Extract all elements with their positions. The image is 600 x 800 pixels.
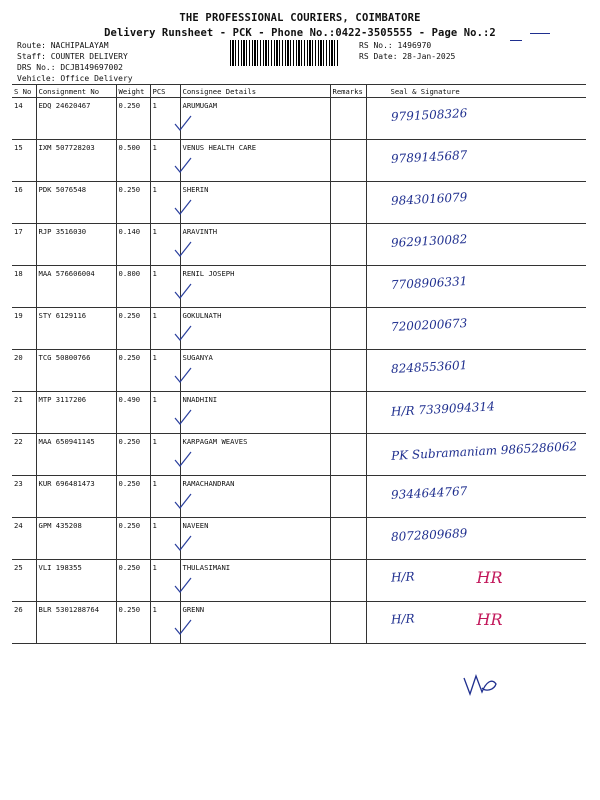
cell-weight-text: 0.140 (118, 227, 141, 236)
table-row (12, 308, 586, 350)
cell-seal (366, 350, 586, 392)
check-mark-icon (173, 618, 193, 636)
cell-remarks (330, 560, 366, 602)
table-row (12, 602, 586, 644)
cell-consignee-text: GRENN (182, 605, 205, 614)
cell-consignee (180, 266, 330, 308)
col-remarks: Remarks (330, 85, 366, 98)
cell-seal (366, 140, 586, 182)
cell-remarks (330, 602, 366, 644)
table-row (12, 98, 586, 140)
cell-weight-text: 0.250 (118, 311, 141, 320)
check-mark-icon (173, 198, 193, 216)
cell-pcs-text: 1 (152, 395, 157, 404)
cell-sno-text: 16 (14, 185, 23, 194)
cell-sno-text: 21 (14, 395, 23, 404)
cell-consignment-text: STY 6129116 (38, 311, 87, 320)
col-pcs: PCS (150, 85, 180, 98)
cell-weight (116, 476, 150, 518)
cell-weight-text: 0.250 (118, 479, 141, 488)
cell-seal (366, 266, 586, 308)
cell-sno-text: 23 (14, 479, 23, 488)
check-mark-icon (173, 408, 193, 426)
cell-consignment (36, 182, 116, 224)
cell-sno (12, 308, 36, 350)
cell-sno-text: 19 (14, 311, 23, 320)
cell-consignee-text: VENUS HEALTH CARE (182, 143, 257, 152)
cell-sno (12, 560, 36, 602)
cell-pcs-text: 1 (152, 101, 157, 110)
cell-remarks (330, 434, 366, 476)
handwritten-signature: H/R (390, 611, 415, 627)
cell-consignee (180, 224, 330, 266)
table-row (12, 224, 586, 266)
table-row (12, 560, 586, 602)
pen-mark (510, 40, 522, 41)
cell-consignee-text: SHERIN (182, 185, 209, 194)
cell-sno (12, 602, 36, 644)
cell-weight-text: 0.250 (118, 353, 141, 362)
cell-consignment (36, 518, 116, 560)
check-mark-icon (173, 576, 193, 594)
page-subtitle: Delivery Runsheet - PCK - Phone No.:0422-3505555 - Page No.:2 (104, 27, 496, 39)
cell-consignee-text: GOKULNATH (182, 311, 222, 320)
handwritten-signature: 8072809689 (390, 526, 468, 544)
cell-consignee-text: THULASIMANI (182, 563, 231, 572)
cell-weight (116, 518, 150, 560)
cell-consignee-text: NAVEEN (182, 521, 209, 530)
cell-seal (366, 518, 586, 560)
handwritten-signature: 7200200673 (390, 316, 468, 334)
handwritten-signature: H/R 7339094314 (390, 399, 495, 419)
cell-weight-text: 0.250 (118, 101, 141, 110)
cell-sno-text: 15 (14, 143, 23, 152)
cell-weight (116, 434, 150, 476)
handwritten-signature: 9629130082 (390, 232, 468, 250)
handwritten-mark-red: HR (476, 568, 503, 587)
check-mark-icon (173, 114, 193, 132)
cell-sno (12, 98, 36, 140)
cell-consignee (180, 518, 330, 560)
final-signature (460, 668, 500, 698)
cell-consignment-text: PDK 5076548 (38, 185, 87, 194)
cell-weight (116, 140, 150, 182)
cell-consignee (180, 98, 330, 140)
cell-pcs-text: 1 (152, 353, 157, 362)
cell-weight-text: 0.500 (118, 143, 141, 152)
col-consignee: Consignee Details (180, 85, 330, 98)
cell-weight (116, 266, 150, 308)
col-seal: Seal & Signature (366, 85, 586, 98)
cell-sno (12, 434, 36, 476)
cell-consignment (36, 560, 116, 602)
cell-consignee (180, 602, 330, 644)
cell-consignment (36, 392, 116, 434)
cell-seal (366, 602, 586, 644)
cell-consignment (36, 224, 116, 266)
cell-consignee-text: ARAVINTH (182, 227, 218, 236)
cell-consignee (180, 476, 330, 518)
cell-weight (116, 224, 150, 266)
col-weight: Weight (116, 85, 150, 98)
check-mark-icon (173, 282, 193, 300)
cell-remarks (330, 392, 366, 434)
cell-remarks (330, 224, 366, 266)
cell-consignee (180, 392, 330, 434)
rs-no-text: RS No.: 1496970 (359, 41, 432, 50)
cell-seal (366, 224, 586, 266)
cell-consignee-text: RENIL JOSEPH (182, 269, 235, 278)
handwritten-signature: PK Subramaniam 9865286062 (390, 439, 577, 463)
table-row (12, 350, 586, 392)
cell-remarks (330, 266, 366, 308)
cell-consignment (36, 98, 116, 140)
cell-weight-text: 0.800 (118, 269, 141, 278)
table-row (12, 266, 586, 308)
check-mark-icon (173, 240, 193, 258)
cell-sno-text: 24 (14, 521, 23, 530)
cell-seal (366, 308, 586, 350)
cell-seal (366, 392, 586, 434)
cell-sno-text: 17 (14, 227, 23, 236)
cell-seal (366, 98, 586, 140)
meta-right (359, 40, 455, 62)
meta-left (17, 40, 133, 84)
cell-consignment (36, 350, 116, 392)
cell-remarks (330, 140, 366, 182)
rs-date-text: RS Date: 28-Jan-2025 (359, 52, 456, 61)
cell-consignment (36, 266, 116, 308)
handwritten-signature: 9791508326 (390, 106, 468, 124)
cell-weight-text: 0.250 (118, 437, 141, 446)
cell-consignment (36, 140, 116, 182)
cell-seal (366, 182, 586, 224)
cell-pcs-text: 1 (152, 143, 157, 152)
cell-weight (116, 98, 150, 140)
cell-weight-text: 0.250 (118, 563, 141, 572)
cell-sno-text: 20 (14, 353, 23, 362)
cell-weight-text: 0.490 (118, 395, 141, 404)
check-mark-icon (173, 366, 193, 384)
cell-remarks (330, 98, 366, 140)
col-sno: S No (12, 85, 36, 98)
cell-consignee-text: KARPAGAM WEAVES (182, 437, 248, 446)
cell-consignment (36, 602, 116, 644)
cell-consignee (180, 434, 330, 476)
cell-consignment (36, 434, 116, 476)
cell-weight-text: 0.250 (118, 185, 141, 194)
handwritten-signature: 7708906331 (390, 274, 468, 292)
cell-consignment-text: MAA 650941145 (38, 437, 95, 446)
check-mark-icon (173, 156, 193, 174)
handwritten-signature: H/R (390, 569, 415, 585)
cell-sno-text: 25 (14, 563, 23, 572)
cell-sno-text: 18 (14, 269, 23, 278)
cell-weight (116, 182, 150, 224)
table-row (12, 518, 586, 560)
page-title: THE PROFESSIONAL COURIERS, COIMBATORE (179, 12, 421, 24)
cell-consignee-text: NNADHINI (182, 395, 218, 404)
table-row (12, 476, 586, 518)
handwritten-signature: 9789145687 (390, 148, 468, 166)
cell-consignment-text: TCG 50800766 (38, 353, 91, 362)
cell-sno (12, 476, 36, 518)
check-mark-icon (173, 324, 193, 342)
cell-weight (116, 308, 150, 350)
cell-remarks (330, 476, 366, 518)
table-row (12, 434, 586, 476)
cell-weight-text: 0.250 (118, 521, 141, 530)
handwritten-signature: 9344644767 (390, 484, 468, 502)
check-mark-icon (173, 534, 193, 552)
cell-consignment-text: MTP 3117206 (38, 395, 87, 404)
cell-pcs-text: 1 (152, 521, 157, 530)
staff-text: Staff: COUNTER DELIVERY (17, 52, 128, 61)
cell-pcs-text: 1 (152, 605, 157, 614)
table-header-row (12, 85, 586, 98)
cell-seal (366, 476, 586, 518)
cell-pcs-text: 1 (152, 227, 157, 236)
cell-consignment-text: EDQ 24620467 (38, 101, 91, 110)
table-row (12, 392, 586, 434)
cell-consignment-text: VLI 198355 (38, 563, 82, 572)
check-mark-icon (173, 450, 193, 468)
cell-weight (116, 392, 150, 434)
col-consignment: Consignment No (36, 85, 116, 98)
cell-sno (12, 140, 36, 182)
barcode (230, 40, 340, 66)
cell-consignee-text: SUGANYA (182, 353, 213, 362)
cell-remarks (330, 182, 366, 224)
handwritten-signature: 9843016079 (390, 190, 468, 208)
cell-sno (12, 518, 36, 560)
cell-consignee (180, 560, 330, 602)
cell-seal (366, 560, 586, 602)
cell-sno (12, 266, 36, 308)
pen-mark (530, 33, 550, 34)
cell-pcs-text: 1 (152, 479, 157, 488)
cell-sno-text: 14 (14, 101, 23, 110)
cell-pcs-text: 1 (152, 563, 157, 572)
drs-text: DRS No.: DCJB149697002 (17, 63, 123, 72)
cell-consignment-text: GPM 435208 (38, 521, 82, 530)
cell-sno (12, 350, 36, 392)
cell-consignment-text: RJP 3516030 (38, 227, 87, 236)
cell-weight (116, 560, 150, 602)
table-row (12, 140, 586, 182)
handwritten-mark-red: HR (476, 610, 503, 629)
cell-sno (12, 392, 36, 434)
cell-consignee-text: RAMACHANDRAN (182, 479, 235, 488)
route-text: Route: NACHIPALAYAM (17, 41, 109, 50)
cell-consignment-text: BLR 5301288764 (38, 605, 100, 614)
cell-consignee (180, 350, 330, 392)
cell-pcs-text: 1 (152, 185, 157, 194)
cell-consignee (180, 140, 330, 182)
cell-remarks (330, 350, 366, 392)
cell-weight (116, 350, 150, 392)
cell-consignment (36, 476, 116, 518)
cell-sno-text: 26 (14, 605, 23, 614)
runsheet-table (12, 84, 586, 644)
cell-consignment (36, 308, 116, 350)
cell-pcs-text: 1 (152, 269, 157, 278)
cell-consignee-text: ARUMUGAM (182, 101, 218, 110)
cell-consignment-text: KUR 696481473 (38, 479, 95, 488)
cell-sno (12, 182, 36, 224)
check-mark-icon (173, 492, 193, 510)
cell-consignee (180, 182, 330, 224)
cell-consignment-text: IXM 507728203 (38, 143, 95, 152)
cell-sno (12, 224, 36, 266)
cell-remarks (330, 308, 366, 350)
cell-consignee (180, 308, 330, 350)
cell-weight (116, 602, 150, 644)
cell-pcs-text: 1 (152, 437, 157, 446)
cell-pcs-text: 1 (152, 311, 157, 320)
cell-weight-text: 0.250 (118, 605, 141, 614)
handwritten-signature: 8248553601 (390, 358, 468, 376)
cell-sno-text: 22 (14, 437, 23, 446)
cell-remarks (330, 518, 366, 560)
cell-consignment-text: MAA 576606004 (38, 269, 95, 278)
cell-seal (366, 434, 586, 476)
table-row (12, 182, 586, 224)
vehicle-text: Vehicle: Office Delivery (17, 74, 133, 83)
